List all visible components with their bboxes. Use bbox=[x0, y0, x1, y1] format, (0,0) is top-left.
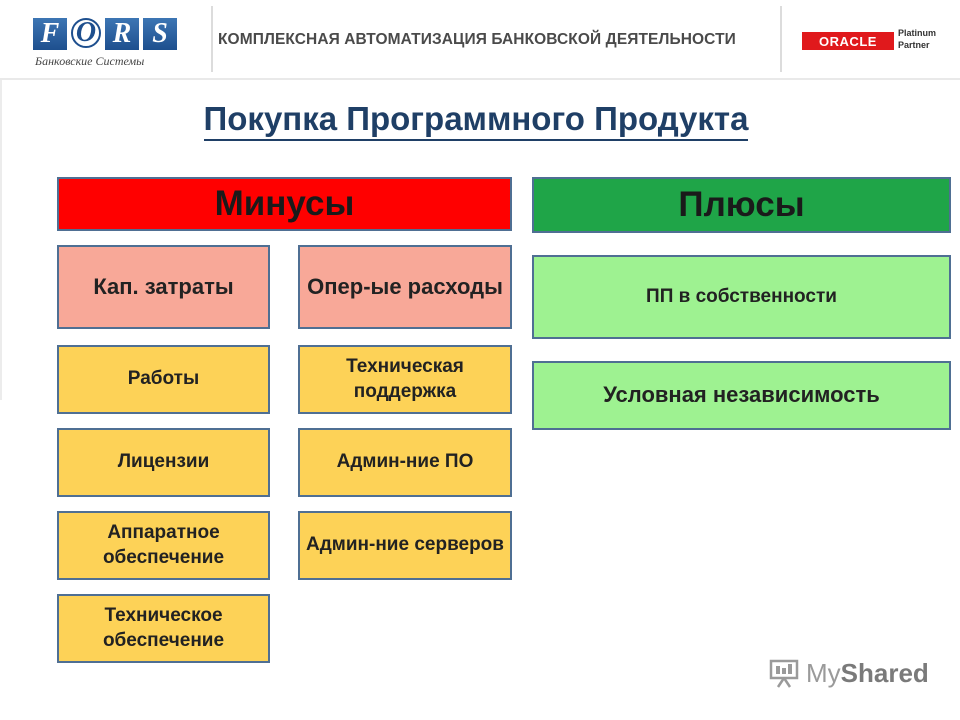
capital-costs-box: Кап. затраты bbox=[57, 245, 270, 329]
header-divider bbox=[211, 6, 213, 72]
ownership-box: ПП в собственности bbox=[532, 255, 951, 339]
partner-label bbox=[898, 27, 936, 51]
logo-letter-f: F bbox=[33, 18, 67, 50]
header-rule bbox=[0, 78, 960, 80]
watermark-shared: Shared bbox=[840, 657, 929, 688]
licenses-box: Лицензии bbox=[57, 428, 270, 497]
independence-box: Условная независимость bbox=[532, 361, 951, 430]
tech-provision-box: Техническое обеспечение bbox=[57, 594, 270, 663]
plus-header: Плюсы bbox=[532, 177, 951, 233]
slide-header bbox=[0, 0, 960, 80]
watermark-my: My bbox=[806, 657, 841, 688]
page-title bbox=[0, 100, 952, 138]
logo-letter-r: R bbox=[105, 18, 139, 50]
partner-line-1: Platinum bbox=[898, 28, 937, 38]
hardware-box: Аппаратное обеспечение bbox=[57, 511, 270, 580]
software-admin-box: Админ-ние ПО bbox=[298, 428, 512, 497]
logo-subtitle: Банковские Системы bbox=[35, 54, 145, 68]
partner-line-2: Partner bbox=[898, 40, 930, 50]
presentation-icon bbox=[768, 657, 800, 689]
header-title: КОМПЛЕКСНАЯ АВТОМАТИЗАЦИЯ БАНКОВСКОЙ ДЕЯТЕЛЬНОСТИ bbox=[218, 31, 736, 48]
minus-header: Минусы bbox=[57, 177, 512, 231]
myshared-watermark bbox=[768, 657, 929, 689]
oracle-logo: ORACLE bbox=[802, 32, 894, 50]
works-box: Работы bbox=[57, 345, 270, 414]
tech-support-box: Техническая поддержка bbox=[298, 345, 512, 414]
header-divider bbox=[780, 6, 782, 72]
logo-letter-s: S bbox=[143, 18, 177, 50]
watermark-text bbox=[806, 658, 929, 689]
server-admin-box: Админ-ние серверов bbox=[298, 511, 512, 580]
page-title-text: Покупка Программного Продукта bbox=[204, 100, 749, 141]
fors-logo bbox=[33, 18, 193, 74]
logo-letter-o: O bbox=[71, 18, 101, 48]
operating-costs-box: Опер-ые расходы bbox=[298, 245, 512, 329]
